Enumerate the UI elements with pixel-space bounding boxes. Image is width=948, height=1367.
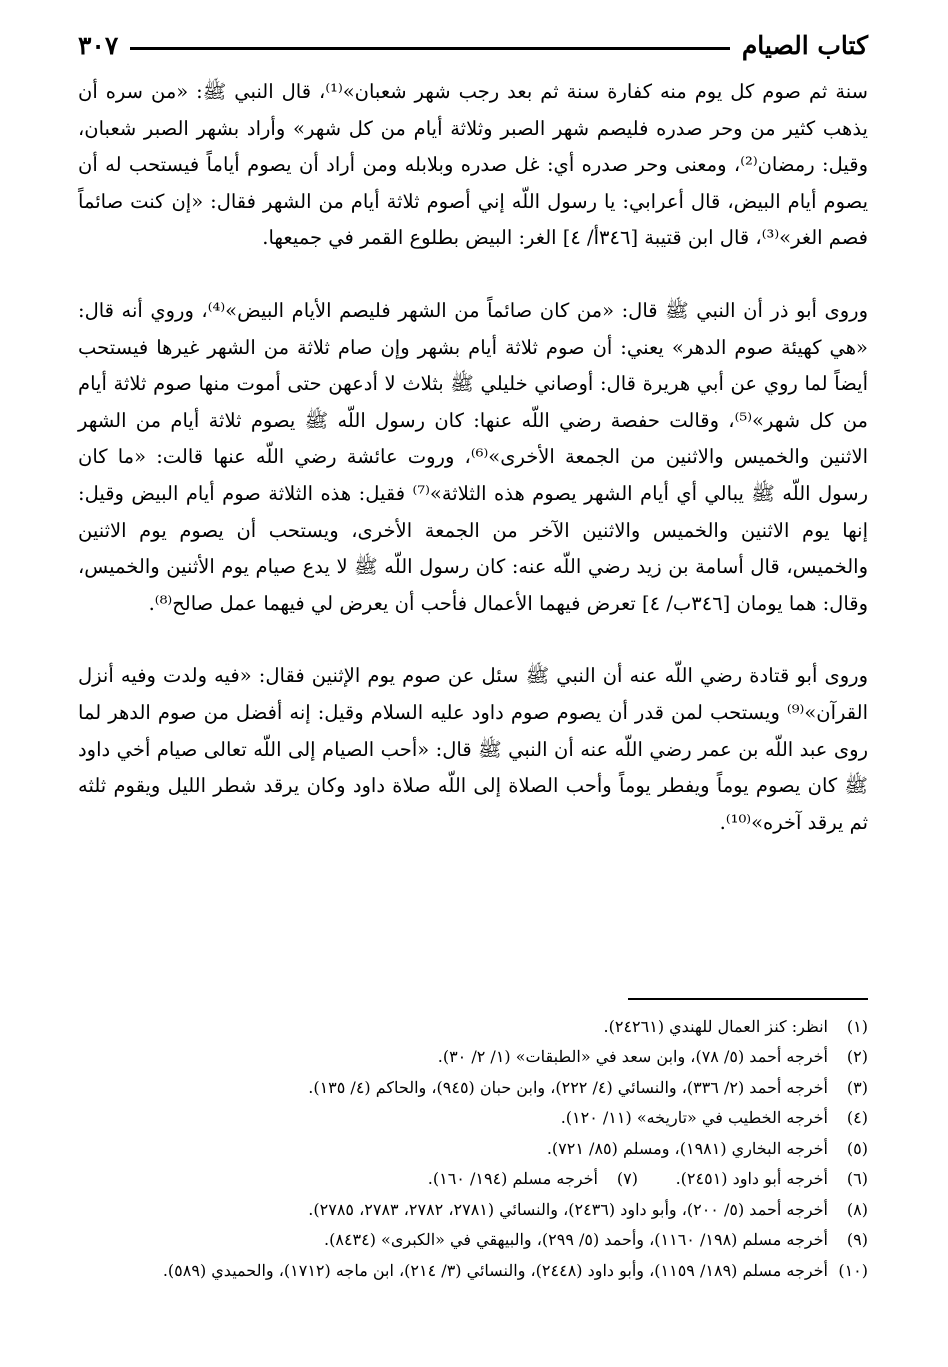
footnote-separator: [628, 998, 868, 1000]
footnote-5: [78, 1134, 868, 1165]
footnote-number: (٨): [846, 1199, 868, 1219]
page-number: ٣٠٧: [78, 31, 119, 60]
footnote-10: [78, 1256, 868, 1287]
book-page: [78, 18, 868, 1348]
footnote-4: [78, 1103, 868, 1134]
footnote-text: أخرجه مسلم (١٩٤/ ١٦٠).: [427, 1169, 598, 1188]
footnote-text: أخرجه مسلم (١٩٨/ ١١٦٠)، وأحمد (٥/ ٢٩٩)، والبيهقي في «الكبرى» (٨٤٣٤).: [324, 1230, 828, 1249]
footnote-number: (٧): [616, 1169, 638, 1188]
paragraph-3: وروى أبو قتادة رضي اللّه عنه أن النبي ﷺ سئل عن صوم يوم الإثنين فقال: «فيه ولدت وفيه أنزل القرآن»⁽⁹⁾ ويستحب لمن قدر أن يصوم صوم داود عليه السلام وقيل: إنه أفضل من صوم الدهر لما روى عبد اللّه بن عمر رضي اللّه عنه أن النبي ﷺ قال: «أحب الصيام إلى اللّه تعالى صيام أخي داود ﷺ كان يصوم يوماً ويفطر يوماً وأحب الصلاة إلى اللّه صلاة داود وكان يرقد شطر الليل ويقوم ثلثه ثم يرقد آخره»⁽¹⁰⁾.: [78, 664, 868, 834]
footnote-8: [78, 1195, 868, 1226]
footnote-text: أخرجه أحمد (٢/ ٣٣٦)، والنسائي (٤/ ٢٢٢)، وابن حبان (٩٤٥)، والحاكم (٤/ ١٣٥).: [308, 1077, 828, 1097]
footnote-text: أخرجه مسلم (١٨٩/ ١١٥٩)، وأبو داود (٢٤٤٨)، والنسائي (٣/ ٢١٤)، ابن ماجه (١٧١٢)، والحميدي (٥٨٩).: [162, 1260, 828, 1280]
paragraph-2: وروى أبو ذر أن النبي ﷺ قال: «من كان صائماً من الشهر فليصم الأيام البيض»⁽⁴⁾، وروي أنه قال: «هي كهيئة صوم الدهر» يعني: أن صوم ثلاثة أيام بشهر وإن صام ثلاثة من الشهر غيرها فيستحب أيضاً لما روي عن أبي هريرة قال: أوصاني خليلي ﷺ بثلاث لا أدعهن حتى أموت منها صوم ثلاثة أيام من كل شهر»⁽⁵⁾، وقالت حفصة رضي اللّه عنها: كان رسول اللّه ﷺ يصوم ثلاثة أيام من الشهر الاثنين والخميس والاثنين من الجمعة الأخرى»⁽⁶⁾، وروت عائشة رضي اللّه عنها قالت: «ما كان رسول اللّه ﷺ يبالي أي أيام الشهر يصوم هذه الثلاثة»⁽⁷⁾ فقيل: هذه الثلاثة صوم أيام البيض وقيل: إنها يوم الاثنين والخميس والاثنين الآخر من الجمعة الأخرى، ويستحب أن يصوم يوم الاثنين والخميس، قال أسامة بن زيد رضي اللّه عنه: كان رسول اللّه ﷺ لا يدع صيام يوم الأثنين والخميس، وقال: هما يومان [٣٤٦ب/ ٤] تعرض فيهما الأعمال فأحب أن يعرض لي فيهما عمل صالح⁽⁸⁾.: [78, 298, 869, 615]
footnote-number: (٤): [846, 1108, 868, 1127]
footnote-6-7: [78, 1164, 868, 1195]
footnote-text: أخرجه أحمد (٥/ ٧٨)، وابن سعد في «الطبقات» (١/ ٢/ ٣٠).: [437, 1047, 828, 1066]
footnote-number: (٦): [846, 1169, 868, 1188]
chapter-title: كتاب الصيام: [741, 31, 868, 60]
page-header: [78, 18, 868, 62]
footnote-number: (٩): [846, 1230, 868, 1249]
footnote-number: (٥): [846, 1138, 868, 1158]
footnote-text: انظر: كنز العمال للهندي (٢٤٢٦١).: [603, 1016, 828, 1036]
footnote-number: (١): [846, 1016, 868, 1036]
footnote-number: (٣): [846, 1077, 868, 1097]
footnote-1: [78, 1012, 868, 1043]
header-rule: [130, 47, 730, 50]
footnote-3: [78, 1073, 868, 1104]
footnote-number: (١٠): [838, 1260, 868, 1280]
footnote-text: أخرجه أحمد (٥/ ٢٠٠)، وأبو داود (٢٤٣٦)، والنسائي (٢٧٨١، ٢٧٨٢، ٢٧٨٣، ٢٧٨٥).: [308, 1199, 828, 1219]
footnote-2: [78, 1042, 868, 1073]
footnotes: [78, 998, 868, 1286]
paragraph-1: سنة ثم صوم كل يوم منه كفارة سنة ثم بعد رجب شهر شعبان»⁽¹⁾، قال النبي ﷺ: «من سره أن يذهب كثير من وحر صدره فليصم شهر الصبر وثلاثة أيام من كل شهر» وأراد بشهر الصبر شعبان، وقيل: رمضان⁽²⁾، ومعنى وحر صدره أي: غل صدره وبلابله ومن أراد أن يصوم أياماً فيستحب له أن يصوم أيام البيض، قال أعرابي: يا رسول اللّه إني أصوم ثلاثة أيام من الشهر فقال: «إن كنت صائماً فصم الغر»⁽³⁾، قال ابن قتيبة [٣٤٦أ/ ٤] الغر: البيض بطلوع القمر في جميعها.: [78, 80, 868, 250]
footnote-9: [78, 1225, 868, 1256]
footnote-number: (٢): [846, 1047, 868, 1066]
main-text: [78, 74, 868, 841]
footnote-text: أخرجه الخطيب في «تاريخه» (١١/ ١٢٠).: [560, 1108, 828, 1127]
footnote-text: أخرجه البخاري (١٩٨١)، ومسلم (٨٥/ ٧٢١).: [546, 1138, 828, 1158]
footnote-text: أخرجه أبو داود (٢٤٥١).: [675, 1169, 828, 1188]
